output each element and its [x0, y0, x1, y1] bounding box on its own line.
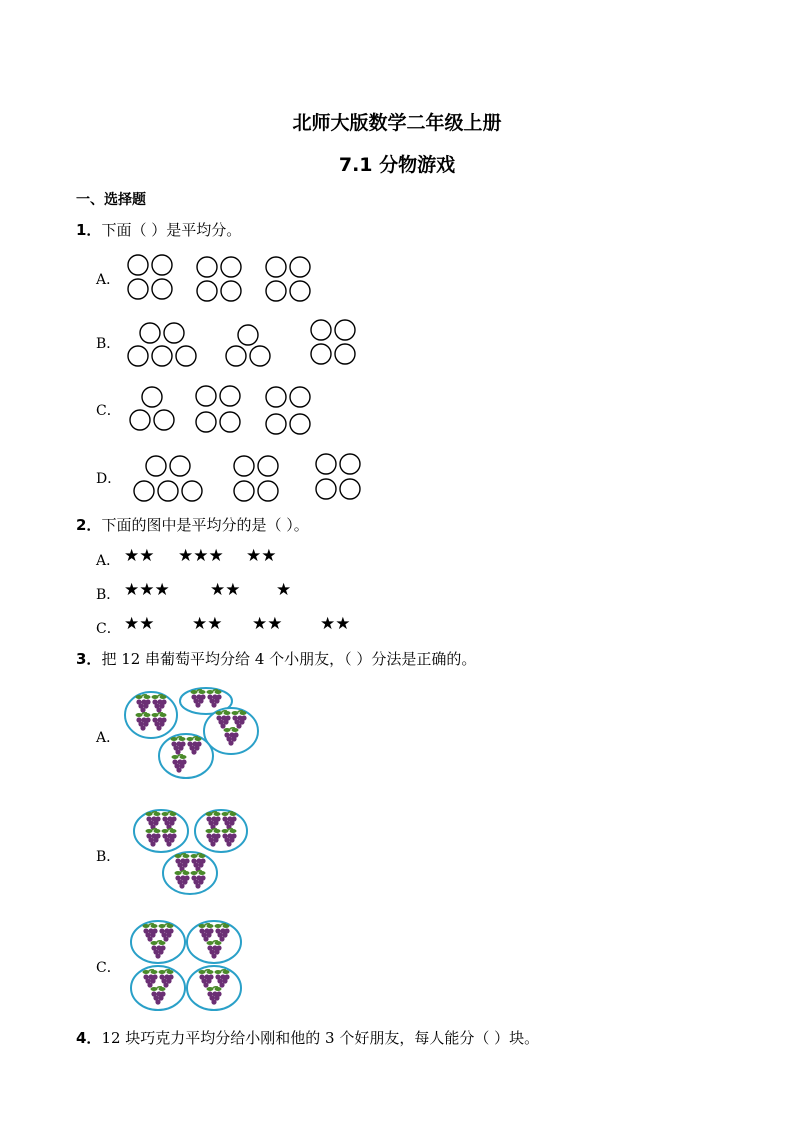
question-number: 3． [76, 650, 102, 668]
grape-group [204, 708, 258, 754]
q1-option-c-circles [124, 384, 324, 438]
question-text: 下面（ ）是平均分。 [101, 221, 242, 239]
question-text: 把 12 串葡萄平均分给 4 个小朋友，（ ）分法是正确的。 [101, 650, 477, 668]
grape-group [125, 692, 177, 738]
question-1 [76, 219, 241, 240]
grape-group [131, 966, 185, 1010]
star-group: ★★ [210, 580, 241, 600]
circle-group [316, 454, 360, 499]
question-text: 12 块巧克力平均分给小刚和他的 3 个好朋友，每人能分（ ）块。 [101, 1029, 540, 1047]
q1-option-a-circles [124, 253, 324, 305]
option-label: D． [96, 471, 122, 487]
question-number: 1． [76, 221, 102, 239]
option-label: C． [96, 960, 121, 976]
grape-group [195, 810, 247, 852]
circle-group [234, 456, 278, 501]
circle-group [128, 255, 172, 299]
circle-group [128, 323, 196, 366]
q3-option-c-grapes [126, 918, 244, 1014]
star-group: ★★ [252, 614, 283, 634]
circle-group [266, 257, 310, 301]
star-group: ★★ [320, 614, 351, 634]
option-label: B． [96, 587, 121, 603]
star-group: ★★ [246, 546, 277, 566]
circle-group [197, 257, 241, 301]
grape-group [131, 921, 185, 963]
q1-option-b-circles [124, 318, 364, 370]
question-number: 2． [76, 516, 102, 534]
grape-group [187, 921, 241, 963]
grape-group [159, 734, 213, 778]
star-group: ★ [276, 580, 292, 600]
question-4 [76, 1027, 539, 1048]
q3-option-b-grapes [132, 808, 252, 898]
circle-group [134, 456, 202, 501]
grape-group [134, 810, 188, 852]
circle-group [226, 325, 270, 366]
option-label: C． [96, 403, 121, 419]
q1-option-d-circles [124, 452, 368, 506]
circle-group [311, 320, 355, 364]
star-group: ★★ [124, 546, 155, 566]
document-title: 北师大版数学二年级上册 [292, 112, 502, 134]
option-label: A． [96, 730, 121, 746]
question-text: 下面的图中是平均分的是（ ）。 [101, 516, 309, 534]
grape-group [163, 852, 217, 894]
option-label: A． [96, 272, 121, 288]
option-label: C． [96, 621, 121, 637]
star-group: ★★★ [178, 546, 224, 566]
option-label: B． [96, 336, 121, 352]
star-group: ★★ [192, 614, 223, 634]
grape-group [187, 966, 241, 1010]
circle-group [266, 387, 310, 434]
section-heading: 一、选择题 [76, 192, 146, 208]
q3-option-a-grapes [122, 686, 264, 782]
star-group: ★★★ [124, 580, 170, 600]
document-subtitle: 7.1 分物游戏 [338, 154, 456, 176]
question-2 [76, 514, 309, 535]
option-label: B． [96, 849, 121, 865]
circle-group [130, 387, 174, 430]
question-3 [76, 648, 476, 669]
option-label: A． [96, 553, 121, 569]
question-number: 4． [76, 1029, 102, 1047]
star-group: ★★ [124, 614, 155, 634]
circle-group [196, 386, 240, 432]
